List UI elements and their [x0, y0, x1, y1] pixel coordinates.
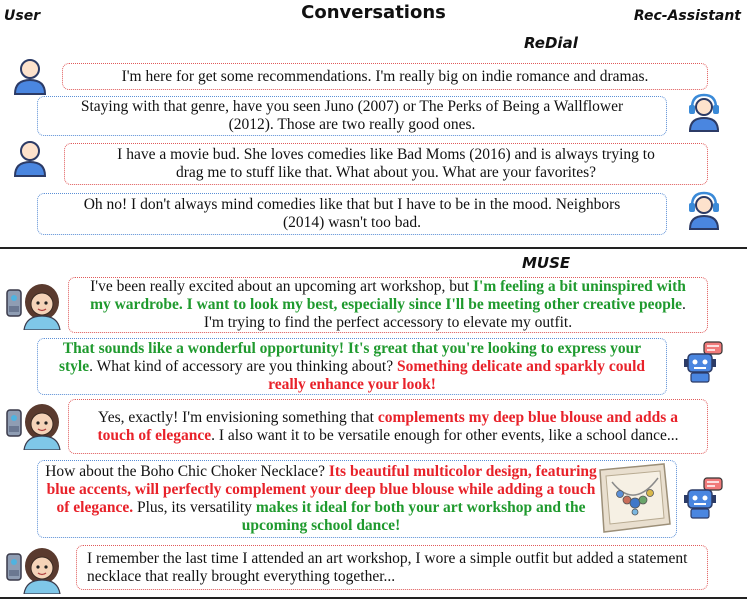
highlight-green: makes it ideal for both your art workshop and the upcoming school dance! — [241, 499, 586, 534]
text-segment: I remember the last time I attended an art workshop, I wore a simple outfit but added a statement necklace that really brought everything together... — [87, 549, 688, 585]
message-text: Oh no! I don't always mind comedies like that but I have to be in the mood. Neighbors (2014) wasn't too bad. — [83, 196, 621, 231]
section-label-muse: MUSE — [522, 254, 571, 272]
header-user-label: User — [4, 8, 41, 24]
header-assistant-label: Rec-Assistant — [633, 8, 741, 24]
text-segment: . What kind of accessory are you thinking about? — [89, 357, 397, 375]
text-segment: Plus, its versatility — [133, 499, 256, 516]
message-text: Staying with that genre, have you seen Juno (2007) or The Perks of Being a Wallflower (2012). Those are two really good ones. — [80, 98, 624, 133]
redial-user-message-2 — [64, 143, 708, 185]
message-text: I have a movie bud. She loves comedies like Bad Moms (2016) and is always trying to drag me to stuff like that. What about you. What are your favorites? — [117, 146, 655, 181]
bottom-divider — [0, 597, 747, 599]
user-avatar-icon — [6, 544, 66, 599]
highlight-green: I'm feeling a bit uninspired with my wardrobe. I want to look my best, especially since I'll be meeting other creative people — [90, 278, 686, 313]
text-segment: . I'm trying to find the perfect accessory to elevate my outfit. — [203, 296, 686, 331]
text-segment: . I also want it to be versatile enough for other events, like a school dance... — [211, 426, 679, 444]
section-divider — [0, 247, 747, 249]
text-segment: Yes, exactly! I'm envisioning something that — [98, 408, 378, 426]
message-text: I'm here for get some recommendations. I'm really big on indie romance and dramas. — [121, 67, 649, 85]
assistant-robot-icon — [682, 476, 726, 525]
user-avatar-icon — [6, 400, 66, 455]
assistant-headset-icon — [686, 190, 722, 235]
muse-assistant-message-1 — [37, 338, 667, 395]
muse-user-message-3 — [76, 545, 708, 590]
highlight-red: Something delicate and sparkly could really enhance your look! — [268, 357, 646, 393]
user-person-icon — [12, 58, 48, 101]
highlight-green: That sounds like a wonderful opportunity! It's great that you're looking to express your style — [58, 339, 642, 375]
message-text — [87, 550, 697, 586]
redial-assistant-message-2 — [37, 193, 667, 235]
muse-user-message-2 — [68, 399, 708, 454]
redial-assistant-message-1 — [37, 96, 667, 136]
message-text — [52, 340, 652, 394]
redial-user-message-1 — [62, 63, 708, 90]
user-avatar-icon — [6, 280, 66, 335]
user-person-icon — [12, 140, 48, 183]
muse-user-message-1 — [68, 277, 708, 333]
highlight-red: Its beautiful multicolor design, featuring blue accents, will perfectly complement your deep blue blouse while adding a touch of elegance. — [46, 463, 597, 516]
page-title: Conversations — [301, 2, 446, 23]
message-text — [79, 409, 697, 445]
message-text — [44, 463, 598, 535]
assistant-headset-icon — [686, 92, 722, 137]
highlight-red: complements my deep blue blouse and adds a touch of elegance — [97, 408, 678, 444]
section-label-redial: ReDial — [524, 34, 578, 52]
text-segment: I've been really excited about an upcoming art workshop, but — [90, 278, 473, 295]
muse-assistant-message-2 — [37, 460, 677, 538]
necklace-product-image — [594, 462, 672, 539]
message-text — [79, 278, 697, 332]
assistant-robot-icon — [682, 340, 726, 389]
text-segment: How about the Boho Chic Choker Necklace? — [45, 463, 329, 480]
